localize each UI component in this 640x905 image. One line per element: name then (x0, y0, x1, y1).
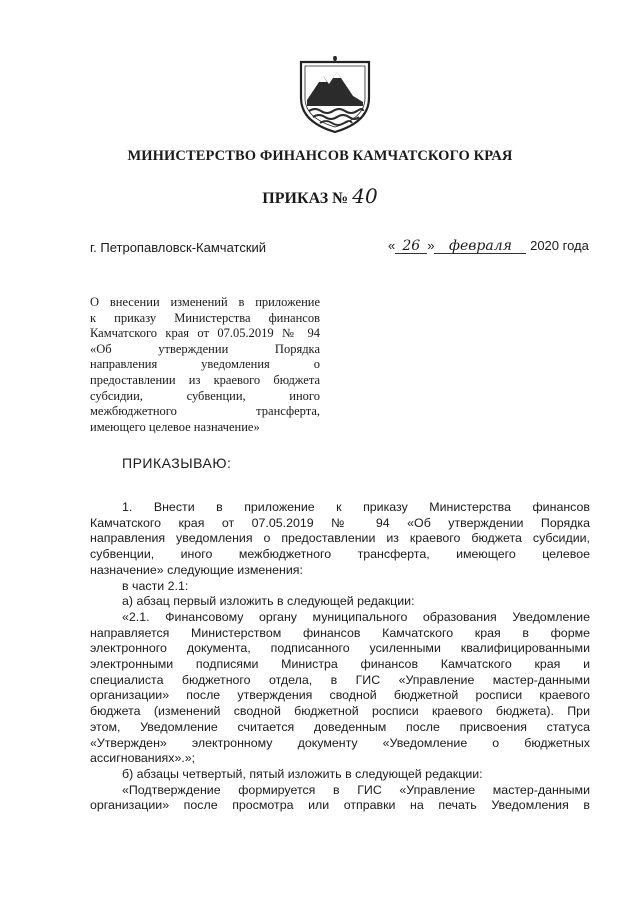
body-line: электронного документа, подписанного усиленными квалифицированными (90, 641, 590, 656)
body-line: субвенции, иного межбюджетного трансферта, имеющего целевое (90, 547, 590, 562)
body-line: Камчатского края от 07.05.2019 № 94 «Об утверждении Порядка (90, 515, 590, 530)
order-subject (90, 295, 320, 435)
order-label: ПРИКАЗ № (262, 190, 349, 207)
subject-line: субсидии, субвенции, иного (90, 388, 320, 403)
body-line: а) абзац первый изложить в следующей редакции: (122, 594, 415, 609)
body-line: этом, Уведомление считается доведенным после присвоения статуса (90, 719, 590, 734)
body-line: «2.1. Финансовому органу муниципального образования Уведомление (122, 609, 590, 624)
ministry-name: МИНИСТЕРСТВО ФИНАНСОВ КАМЧАТСКОГО КРАЯ (127, 148, 513, 164)
body-line: 1. Внести в приложение к приказу Министерства финансов (122, 500, 590, 514)
date-year: 2020 года (530, 238, 589, 253)
body-line: «Утвержден» электронному документу «Уведомление о бюджетных (90, 735, 590, 750)
date-open-quote: « (388, 238, 396, 253)
subject-line: межбюджетного трансферта, (90, 404, 320, 419)
body-line: организации» после утверждения сводной бюджетной росписи краевого (90, 688, 590, 703)
subject-line: Камчатского края от 07.05.2019 № 94 (90, 326, 320, 341)
body-line: ассигнованиях».»; (90, 751, 196, 766)
subject-line: О внесении изменений в приложение (90, 295, 320, 309)
decree-heading: ПРИКАЗЫВАЮ: (122, 455, 232, 471)
body-line: направления уведомления о предоставлении из краевого бюджета субсидии, (90, 531, 590, 546)
body-line: назначение» следующие изменения: (90, 562, 303, 577)
city-name: г. Петропавловск-Камчатский (90, 240, 267, 255)
subject-line: к приказу Министерства финансов (90, 310, 320, 325)
order-body (90, 500, 590, 814)
date-day: 26 (395, 239, 427, 254)
body-line: специалиста бюджетного отдела, в ГИС «Управление мастер-данными (90, 672, 590, 687)
body-line: «Подтверждение формируется в ГИС «Управление мастер-данными (122, 782, 590, 797)
order-date (388, 238, 589, 254)
body-line: б) абзацы четвертый, пятый изложить в следующей редакции: (122, 766, 483, 781)
order-number: 40 (352, 184, 378, 208)
body-line: электронными подписями Министра финансов Камчатского края и (90, 657, 590, 672)
date-close-quote: » (427, 238, 435, 253)
body-line: в части 2.1: (122, 578, 189, 593)
subject-line: имеющего целевое назначение» (90, 419, 260, 434)
subject-line: предоставлении из краевого бюджета (90, 372, 320, 387)
subject-line: «Об утверждении Порядка (90, 341, 320, 356)
date-month: февраля (434, 239, 526, 254)
body-line: бюджета (изменений сводной бюджетной росписи краевого бюджета). При (90, 704, 590, 719)
body-line: направляется Министерством финансов Камчатского края в форме (90, 625, 590, 640)
order-title (0, 184, 640, 208)
body-line: организации» после просмотра или отправки на печать Уведомления в (90, 798, 590, 813)
subject-line: направления уведомления о (90, 357, 320, 372)
kamchatka-coat-of-arms-icon (295, 56, 375, 134)
